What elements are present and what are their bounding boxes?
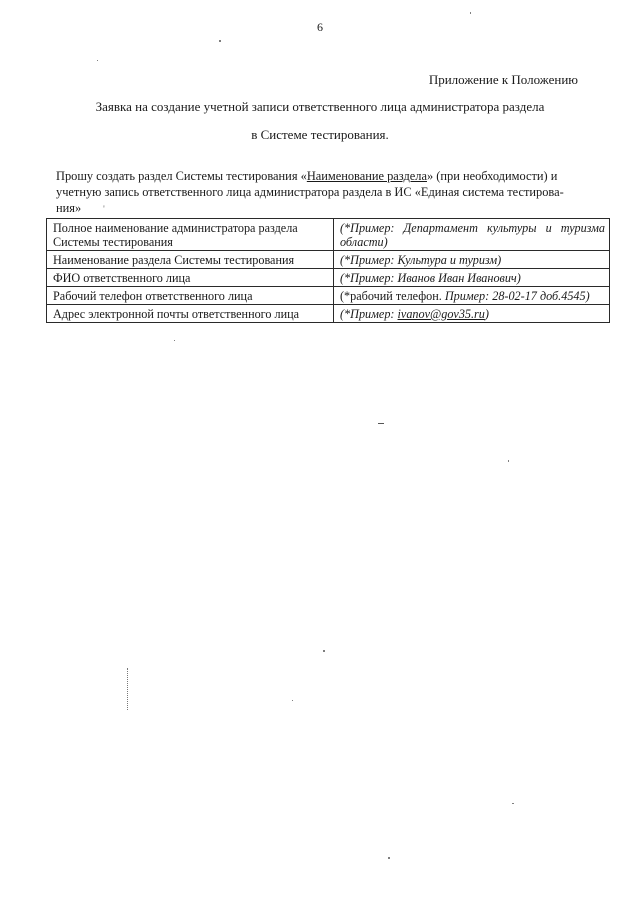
row-value-phone: (*рабочий телефон. Пример: 28-02-17 доб.4545) [334,287,610,305]
request-form-table [46,218,610,323]
scan-speck [512,803,514,804]
request-line-3: ния» ' [56,201,105,215]
row-value-email: (*Пример: ivanov@gov35.ru) [334,305,610,323]
request-paragraph [56,168,608,217]
scan-speck [323,650,325,652]
request-line-1: Прошу создать раздел Системы тестирования «Наименование раздела» (при необходимости) и [56,169,558,183]
row-label-phone: Рабочий телефон ответственного лица [47,287,334,305]
row-label-fio: ФИО ответственного лица [47,269,334,287]
scan-speck [388,857,390,859]
row-value-fio: (*Пример: Иванов Иван Иванович) [334,269,610,287]
scan-speck [292,700,293,701]
table-row [47,269,610,287]
scan-speck [378,423,384,424]
row-label-full-name: Полное наименование администратора раздела Системы тестирования [47,219,334,251]
scan-speck [219,40,221,42]
table-row [47,305,610,323]
document-title-line-1: Заявка на создание учетной записи ответственного лица администратора раздела [95,99,545,114]
row-value-full-name: (*Пример: Департамент культуры и туризма области) [334,219,610,251]
document-title-line-2: в Системе тестирования. [251,127,389,142]
scan-speck [470,12,471,14]
scan-speck [508,460,509,462]
page-number: 6 [317,20,323,34]
email-example-link: ivanov@gov35.ru [397,307,485,321]
appendix-label: Приложение к Положению [428,72,578,87]
scan-speck [174,340,175,341]
section-name-link: Наименование раздела [306,169,427,183]
row-value-section-name: (*Пример: Культура и туризм) [334,251,610,269]
table-row [47,287,610,305]
scan-speck [97,60,98,61]
table-row [47,219,610,251]
request-line-2: учетную запись ответственного лица администратора раздела в ИС «Единая система тестирова- [56,185,564,199]
row-label-email: Адрес электронной почты ответственного лица [47,305,334,323]
scan-margin-mark [127,668,129,710]
tick-mark: ' [103,204,105,214]
row-label-section-name: Наименование раздела Системы тестирования [47,251,334,269]
table-row [47,251,610,269]
